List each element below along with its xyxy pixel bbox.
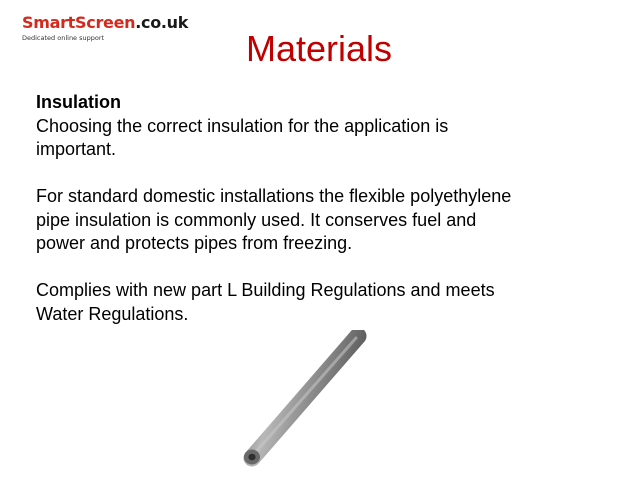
paragraph-2-line-3: power and protects pipes from freezing. <box>36 233 353 253</box>
paragraph-2-line-1: For standard domestic installations the flexible polyethylene <box>36 186 512 206</box>
paragraph-3-line-1: Complies with new part L Building Regulations and meets <box>36 280 495 300</box>
paragraph-2-line-2: pipe insulation is commonly used. It conserves fuel and <box>36 209 477 230</box>
logo-tagline: Dedicated online support <box>22 34 105 42</box>
paragraph-3-line-2: Water Regulations. <box>36 303 189 324</box>
section-heading: Insulation <box>36 92 121 112</box>
logo-brand: SmartScreen <box>22 13 136 32</box>
pipe-tube <box>252 336 358 458</box>
slide-body <box>36 91 616 326</box>
paragraph-spacer <box>36 256 616 280</box>
paragraph-1-line-1: Choosing the correct insulation for the application is <box>36 115 449 136</box>
logo-tld: .co.uk <box>135 13 189 32</box>
pipe-insulation-image <box>230 330 370 470</box>
slide-title: Materials <box>245 28 393 69</box>
paragraph-spacer <box>36 162 616 186</box>
paragraph-1-line-2: important. <box>36 139 117 159</box>
pipe-end-hole <box>248 454 255 461</box>
